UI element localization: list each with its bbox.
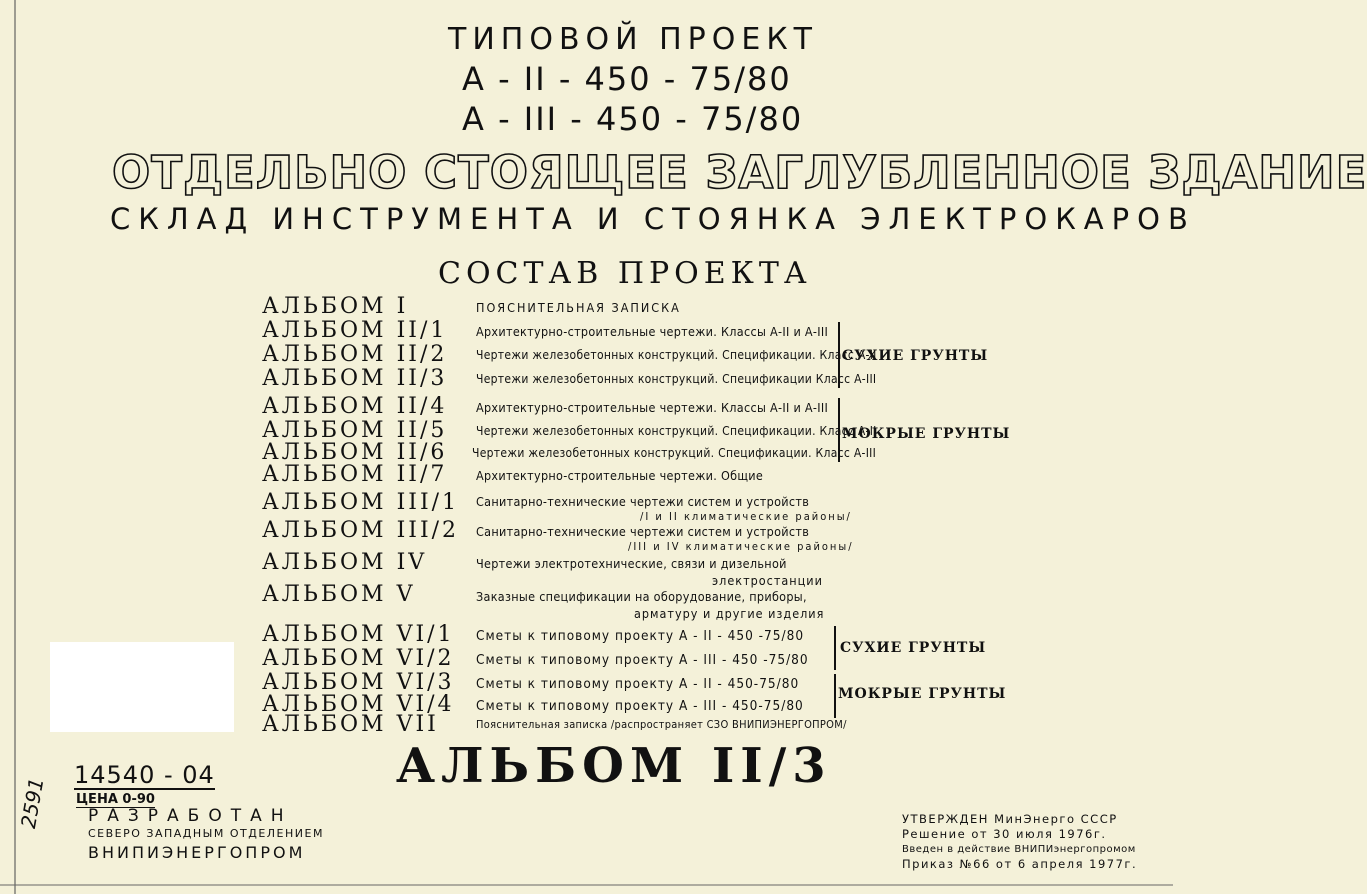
album-desc-line2: /I и II климатические районы/ [640, 510, 852, 523]
album-name: АЛЬБОМ II/6 [262, 440, 448, 465]
project-label: ТИПОВОЙ ПРОЕКТ [448, 22, 818, 57]
album-desc-line2: арматуру и другие изделия [634, 606, 825, 621]
developer-line2: ВНИПИЭНЕРГОПРОМ [88, 843, 306, 862]
album-desc: Заказные спецификации на оборудование, приборы, [476, 589, 807, 604]
album-desc: Санитарно-технические чертежи систем и устройств [476, 524, 810, 539]
frame-left-border [14, 0, 16, 894]
composition-heading: СОСТАВ ПРОЕКТА [438, 256, 812, 291]
album-name: АЛЬБОМ V [262, 582, 416, 607]
album-desc: Сметы к типовому проекту А - II - 450-75/80 [476, 676, 800, 692]
project-code-2: А - III - 450 - 75/80 [462, 100, 804, 138]
approval-line-4: Приказ №66 от 6 апреля 1977г. [902, 857, 1138, 871]
bracket-dry-1 [838, 322, 840, 388]
catalog-number: 14540 - 04 [74, 761, 215, 789]
building-title: ОТДЕЛЬНО СТОЯЩЕЕ ЗАГЛУБЛЕННОЕ ЗДАНИЕ [112, 146, 1367, 199]
album-name: АЛЬБОМ III/1 [262, 490, 460, 515]
album-name: АЛЬБОМ II/3 [262, 366, 448, 391]
album-desc: Чертежи электротехнические, связи и дизельной [476, 556, 787, 571]
developer-line1: СЕВЕРО ЗАПАДНЫМ ОТДЕЛЕНИЕМ [88, 827, 324, 840]
album-desc: Сметы к типовому проекту А - III - 450 -75/80 [476, 652, 809, 668]
album-name: АЛЬБОМ VII [262, 712, 439, 737]
project-code-1: А - II - 450 - 75/80 [462, 60, 792, 98]
album-name: АЛЬБОМ III/2 [262, 518, 460, 543]
building-subtitle: СКЛАД ИНСТРУМЕНТА И СТОЯНКА ЭЛЕКТРОКАРОВ [110, 202, 1196, 236]
handwritten-margin-note: 2591 [16, 775, 49, 831]
album-desc: Архитектурно-строительные чертежи. Общие [476, 468, 764, 483]
bracket-wet-2 [834, 674, 836, 718]
approval-block [902, 812, 1137, 872]
album-desc: Архитектурно-строительные чертежи. Классы А-II и А-III [476, 400, 829, 415]
blank-stamp [50, 642, 234, 732]
album-name: АЛЬБОМ II/7 [262, 462, 448, 487]
bracket-dry-2 [834, 626, 836, 670]
album-desc-line2: /III и IV климатические районы/ [628, 540, 854, 553]
group-wet-soils: МОКРЫЕ ГРУНТЫ [838, 686, 1007, 702]
album-desc: Пояснительная записка /распространяет СЗО ВНИПИЭНЕРГОПРОМ/ [476, 718, 847, 731]
album-name: АЛЬБОМ II/1 [262, 318, 448, 343]
album-name: АЛЬБОМ II/5 [262, 418, 448, 443]
album-desc: Чертежи железобетонных конструкций. Спецификации Класс А-III [476, 372, 877, 386]
album-name: АЛЬБОМ VI/1 [262, 622, 455, 647]
album-title: АЛЬБОМ II/3 [396, 738, 832, 794]
album-desc-line2: электростанции [712, 573, 823, 588]
album-name: АЛЬБОМ I [262, 294, 409, 319]
album-desc: Чертежи железобетонных конструкций. Спецификации. Класс А-III [472, 446, 877, 460]
album-desc: Архитектурно-строительные чертежи. Классы А-II и А-III [476, 324, 829, 339]
group-wet-soils: МОКРЫЕ ГРУНТЫ [842, 426, 1011, 442]
album-name: АЛЬБОМ VI/4 [262, 692, 455, 717]
approval-line-3: Введен в действие ВНИПИэнергопромом [902, 844, 1136, 855]
approval-line-1: УТВЕРЖДЕН МинЭнерго СССР [902, 812, 1118, 826]
album-name: АЛЬБОМ VI/3 [262, 670, 455, 695]
bracket-wet-1 [838, 398, 840, 462]
approval-line-2: Решение от 30 июля 1976г. [902, 827, 1107, 841]
album-desc: Сметы к типовому проекту А - II - 450 -75/80 [476, 628, 805, 644]
album-name: АЛЬБОМ VI/2 [262, 646, 455, 671]
album-desc: Чертежи железобетонных конструкций. Спецификации. Класс А-II [476, 348, 877, 362]
album-name: АЛЬБОМ II/2 [262, 342, 448, 367]
developed-label: РАЗРАБОТАН [88, 806, 293, 826]
album-desc: Чертежи железобетонных конструкций. Спецификации. Класс А-II [476, 424, 877, 438]
group-dry-soils: СУХИЕ ГРУНТЫ [842, 348, 989, 364]
album-desc: Сметы к типовому проекту А - III - 450-75/80 [476, 698, 804, 714]
album-desc: ПОЯСНИТЕЛЬНАЯ ЗАПИСКА [476, 300, 681, 315]
album-name: АЛЬБОМ IV [262, 550, 428, 575]
price: ЦЕНА 0-90 [76, 792, 155, 807]
album-name: АЛЬБОМ II/4 [262, 394, 448, 419]
group-dry-soils: СУХИЕ ГРУНТЫ [840, 640, 987, 656]
frame-bottom-border [0, 884, 1173, 886]
album-desc: Санитарно-технические чертежи систем и устройств [476, 494, 810, 509]
